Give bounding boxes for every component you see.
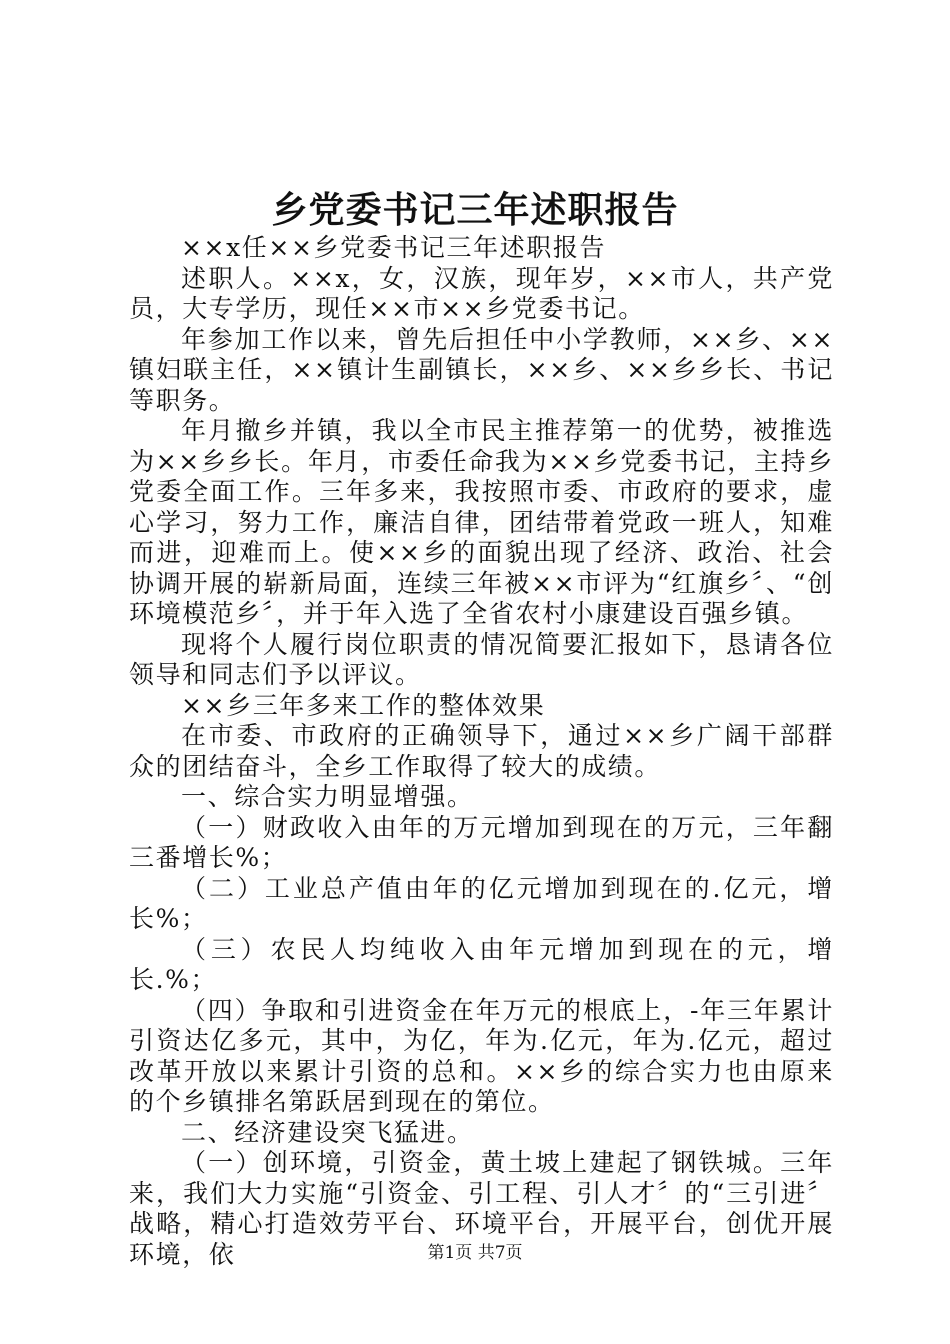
- paragraph: 述职人。××x，女，汉族，现年岁，××市人，共产党员，大专学历，现任××市××乡党委书记。: [129, 263, 834, 323]
- paragraph-subtitle: ××x任××乡党委书记三年述职报告: [181, 233, 607, 262]
- list-item: （三）农民人均纯收入由年元增加到现在的元，增长.%；: [129, 934, 834, 994]
- page-indicator: 第1页 共7页: [427, 1243, 523, 1263]
- paragraph: 年参加工作以来，曾先后担任中小学教师，××乡、××镇妇联主任，××镇计生副镇长，××乡、××乡乡长、书记等职务。: [129, 324, 834, 415]
- paragraph: 现将个人履行岗位职责的情况简要汇报如下，恳请各位领导和同志们予以评议。: [129, 629, 834, 689]
- section-heading: 一、综合实力明显增强。: [181, 782, 474, 811]
- list-item: （二）工业总产值由年的亿元增加到现在的.亿元，增长%；: [129, 873, 834, 933]
- section-heading: ××乡三年多来工作的整体效果: [181, 690, 546, 720]
- document-body: [129, 233, 834, 1270]
- paragraph: 在市委、市政府的正确领导下，通过××乡广阔干部群众的团结奋斗，全乡工作取得了较大的成绩。: [129, 721, 834, 781]
- list-item: （一）创环境，引资金，黄土坡上建起了钢铁城。三年来，我们大力实施“引资金、引工程、引人才〞的“三引进〞战略，精心打造效劳平台、环境平台，开展平台，创优开展环境，依: [129, 1148, 834, 1269]
- list-item: （四）争取和引进资金在年万元的根底上，-年三年累计引资达亿多元，其中，为亿，年为.亿元，年为.亿元，超过改革开放以来累计引资的总和。××乡的综合实力也由原来的个乡镇排名第跃居到现在的第位。: [129, 995, 834, 1116]
- document-title: 乡党委书记三年述职报告: [271, 189, 679, 231]
- section-heading: 二、经济建设突飞猛进。: [181, 1117, 474, 1147]
- paragraph: 年月撤乡并镇，我以全市民主推荐第一的优势，被推选为××乡乡长。年月，市委任命我为××乡党委书记，主持乡党委全面工作。三年多来，我按照市委、市政府的要求，虚心学习，努力工作，廉洁自律，团结带着党政一班人，知难而进，迎难而上。使××乡的面貌出现了经济、政治、社会协调开展的崭新局面，连续三年被××市评为“红旗乡〞、“创环境模范乡〞，并于年入选了全省农村小康建设百强乡镇。: [129, 416, 834, 628]
- list-item: （一）财政收入由年的万元增加到现在的万元，三年翻三番增长%；: [129, 812, 834, 872]
